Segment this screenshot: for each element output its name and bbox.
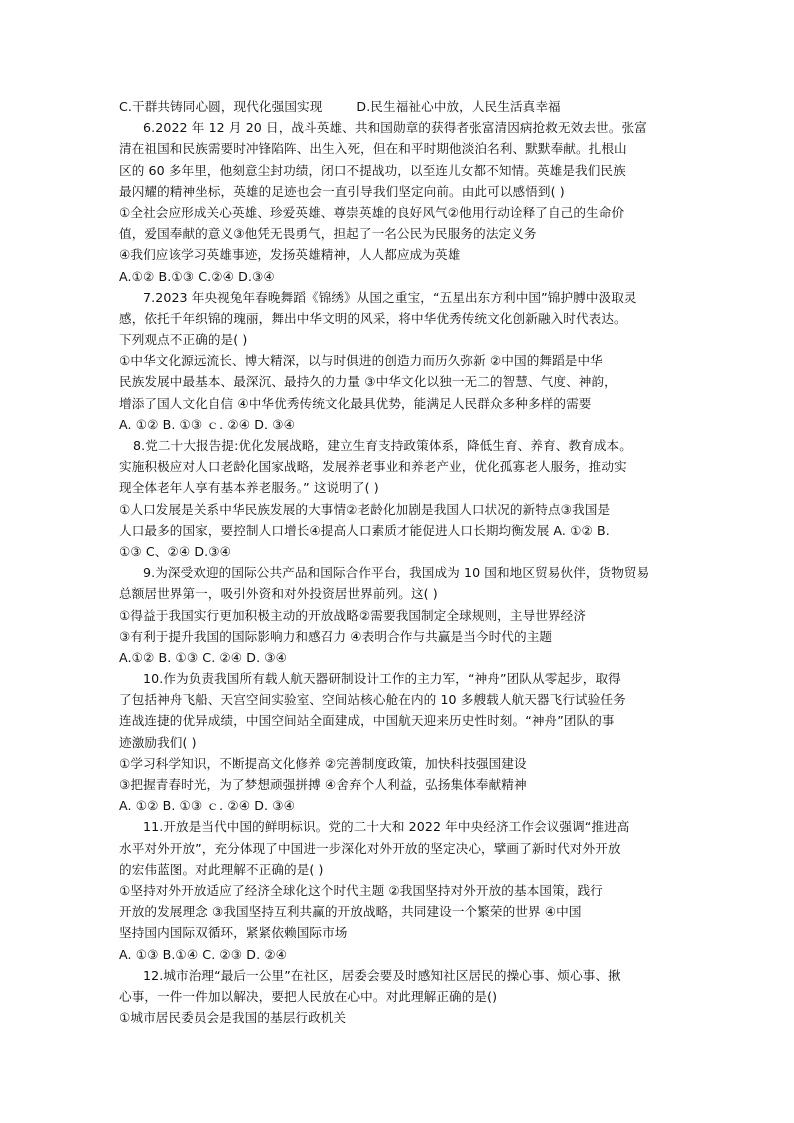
question-7-line-5: 民族发展中最基本、最深沉、最持久的力量 ③中华文化以独一无二的智慧、气度、神韵， <box>119 374 617 390</box>
question-9 <box>119 562 683 668</box>
question-12 <box>119 965 683 1029</box>
question-8-line-1: 8.党二十大报告提:优化发展战略，建立生育支持政策体系，降低生育、养育、教育成本。 <box>133 438 632 453</box>
question-11-line-1: 11.开放是当代中国的鲜明标识。党的二十大和 2022 年中央经济工作会议强调“推进高 <box>143 819 630 835</box>
question-11-line-6: 坚持国内国际双循环，紧紧依赖国际市场 <box>119 925 348 941</box>
question-8-line-5: 人口最多的国家，要控制人口增长④提高人口素质才能促进人口长期均衡发展 A. ①② B. <box>119 522 610 538</box>
question-6-line-5: ①全社会应形成关心英雄、珍爱英雄、尊崇英雄的良好风气②他用行动诠释了自己的生命价 <box>119 204 625 220</box>
question-10-line-5: ①学习科学知识，不断提高文化修养 ②完善制度政策，加快科技强国建设 <box>119 755 527 771</box>
question-8-answers: ①③ C、②④ D.③④ <box>119 543 232 559</box>
question-12-line-1: 12.城市治理“最后一公里”在社区，居委会要及时感知社区居民的操心事、烦心事、揪 <box>143 967 621 983</box>
question-9-line-4: ③有利于提升我国的国际影响力和感召力 ④表明合作与共赢是当今时代的主题 <box>119 628 553 644</box>
question-9-answers: A.①② B. ①③ C. ②④ D. ③④ <box>119 649 288 665</box>
question-8-line-3: 现全体老年人享有基本养老服务。” 这说明了( ) <box>119 480 379 496</box>
question-11 <box>119 816 683 964</box>
question-6-line-4: 最闪耀的精神坐标，英雄的足迹也会一直引导我们坚定向前。由此可以感悟到( ) <box>119 183 565 199</box>
question-10-line-1: 10.作为负责我国所有载人航天器研制设计工作的主力军，“神舟”团队从零起步，取得 <box>143 671 621 687</box>
question-10-line-6: ③把握青春时光，为了梦想顽强拼搏 ④舍弃个人利益，弘扬集体奉献精神 <box>119 777 527 792</box>
question-5-options-cd <box>119 96 683 117</box>
question-6-line-3: 区的 60 多年里，他刻意尘封功绩，闭口不提战功，以至连儿女都不知情。英雄是我们民族 <box>119 162 626 178</box>
question-6 <box>119 117 683 287</box>
question-7-line-2: 感，依托千年织锦的瑰丽，舞出中华文明的风采，将中华优秀传统文化创新融入时代表达。 <box>119 310 627 326</box>
question-10-line-3: 连战连捷的优异成绩，中国空间站全面建成，中国航天迎来历史性时刻。“神舟”团队的事 <box>119 713 615 729</box>
question-9-line-2: 总额居世界第一，吸引外资和对外投资居世界前列。这( ) <box>119 586 438 602</box>
question-11-line-2: 水平对外开放”，充分体现了中国进一步深化对外开放的坚定决心，擘画了新时代对外开放 <box>119 840 621 856</box>
question-11-line-3: 的宏伟蓝图。对此理解不正确的是( ) <box>119 861 324 877</box>
question-6-line-2: 清在祖国和民族需要时冲锋陷阵、出生入死，但在和平时期他淡泊名利、默默奉献。扎根山 <box>119 141 627 157</box>
question-10-line-2: 了包括神舟飞船、天宫空间实验室、空间站核心舱在内的 10 多艘载人航天器飞行试验任务 <box>119 692 626 708</box>
option-d: D.民生福祉心中放，人民生活真幸福 <box>356 99 561 114</box>
question-10-line-4: 迹激励我们( ) <box>119 734 197 750</box>
question-12-line-3: ①城市居民委员会是我国的基层行政机关 <box>119 1010 347 1026</box>
question-8-line-2: 实施积极应对人口老龄化国家战略，发展养老事业和养老产业，优化孤寡老人服务，推动实 <box>119 459 627 475</box>
option-c: C.干群共铸同心圆，现代化强国实现 <box>119 99 323 114</box>
question-8-line-4: ①人口发展是关系中华民族发展的大事情②老龄化加剧是我国人口状况的新特点③我国是 <box>119 501 611 517</box>
question-11-line-4: ①坚持对外开放适应了经济全球化这个时代主题 ②我国坚持对外开放的基本国策，践行 <box>119 882 603 898</box>
question-12-line-2: 心事，一件一件加以解决，要把人民放在心中。对此理解正确的是() <box>119 988 498 1004</box>
question-11-answers: A. ①③ B.①④ C. ②③ D. ②④ <box>119 946 288 962</box>
question-7-line-4: ①中华文化源远流长、博大精深，以与时俱进的创造力而历久弥新 ②中国的舞蹈是中华 <box>119 353 603 369</box>
question-6-line-7: ④我们应该学习英雄事迹，发扬英雄精神，人人都应成为英雄 <box>119 247 461 263</box>
question-7-answers: A. ①② B. ①③ ｃ. ②④ D. ③④ <box>119 416 295 432</box>
question-9-line-3: ①得益于我国实行更加积极主动的开放战略②需要我国制定全球规则，主导世界经济 <box>119 607 587 623</box>
question-6-answers: A.①② B.①③ C.②④ D.③④ <box>119 268 275 284</box>
question-10 <box>119 668 683 816</box>
question-7-line-3: 下列观点不正确的是( ) <box>119 332 248 348</box>
question-7-line-1: 7.2023 年央视兔年春晚舞蹈《锦绣》从国之重宝，“五星出东方利中国”锦护膊中汲取灵 <box>143 289 637 305</box>
exam-page <box>119 96 683 1028</box>
question-6-line-1: 6.2022 年 12 月 20 日，战斗英雄、共和国勋章的获得者张富清因病抢救无效去世。张富 <box>143 120 647 136</box>
question-7 <box>119 287 683 435</box>
question-8 <box>119 435 683 562</box>
question-9-line-1: 9.为深受欢迎的国际公共产品和国际合作平台，我国成为 10 国和地区贸易伙伴，货物贸易 <box>143 565 650 581</box>
question-10-answers: A. ①② B. ①③ ｃ. ②④ D. ③④ <box>119 798 295 814</box>
question-11-line-5: 开放的发展理念 ③我国坚持互利共赢的开放战略，共同建设一个繁荣的世界 ④中国 <box>119 904 582 920</box>
question-6-line-6: 值，爱国奉献的意义③他凭无畏勇气，担起了一名公民为民服务的法定义务 <box>119 226 537 242</box>
question-7-line-6: 增添了国人文化自信 ④中华优秀传统文化最具优势，能满足人民群众多种多样的需要 <box>119 395 592 411</box>
